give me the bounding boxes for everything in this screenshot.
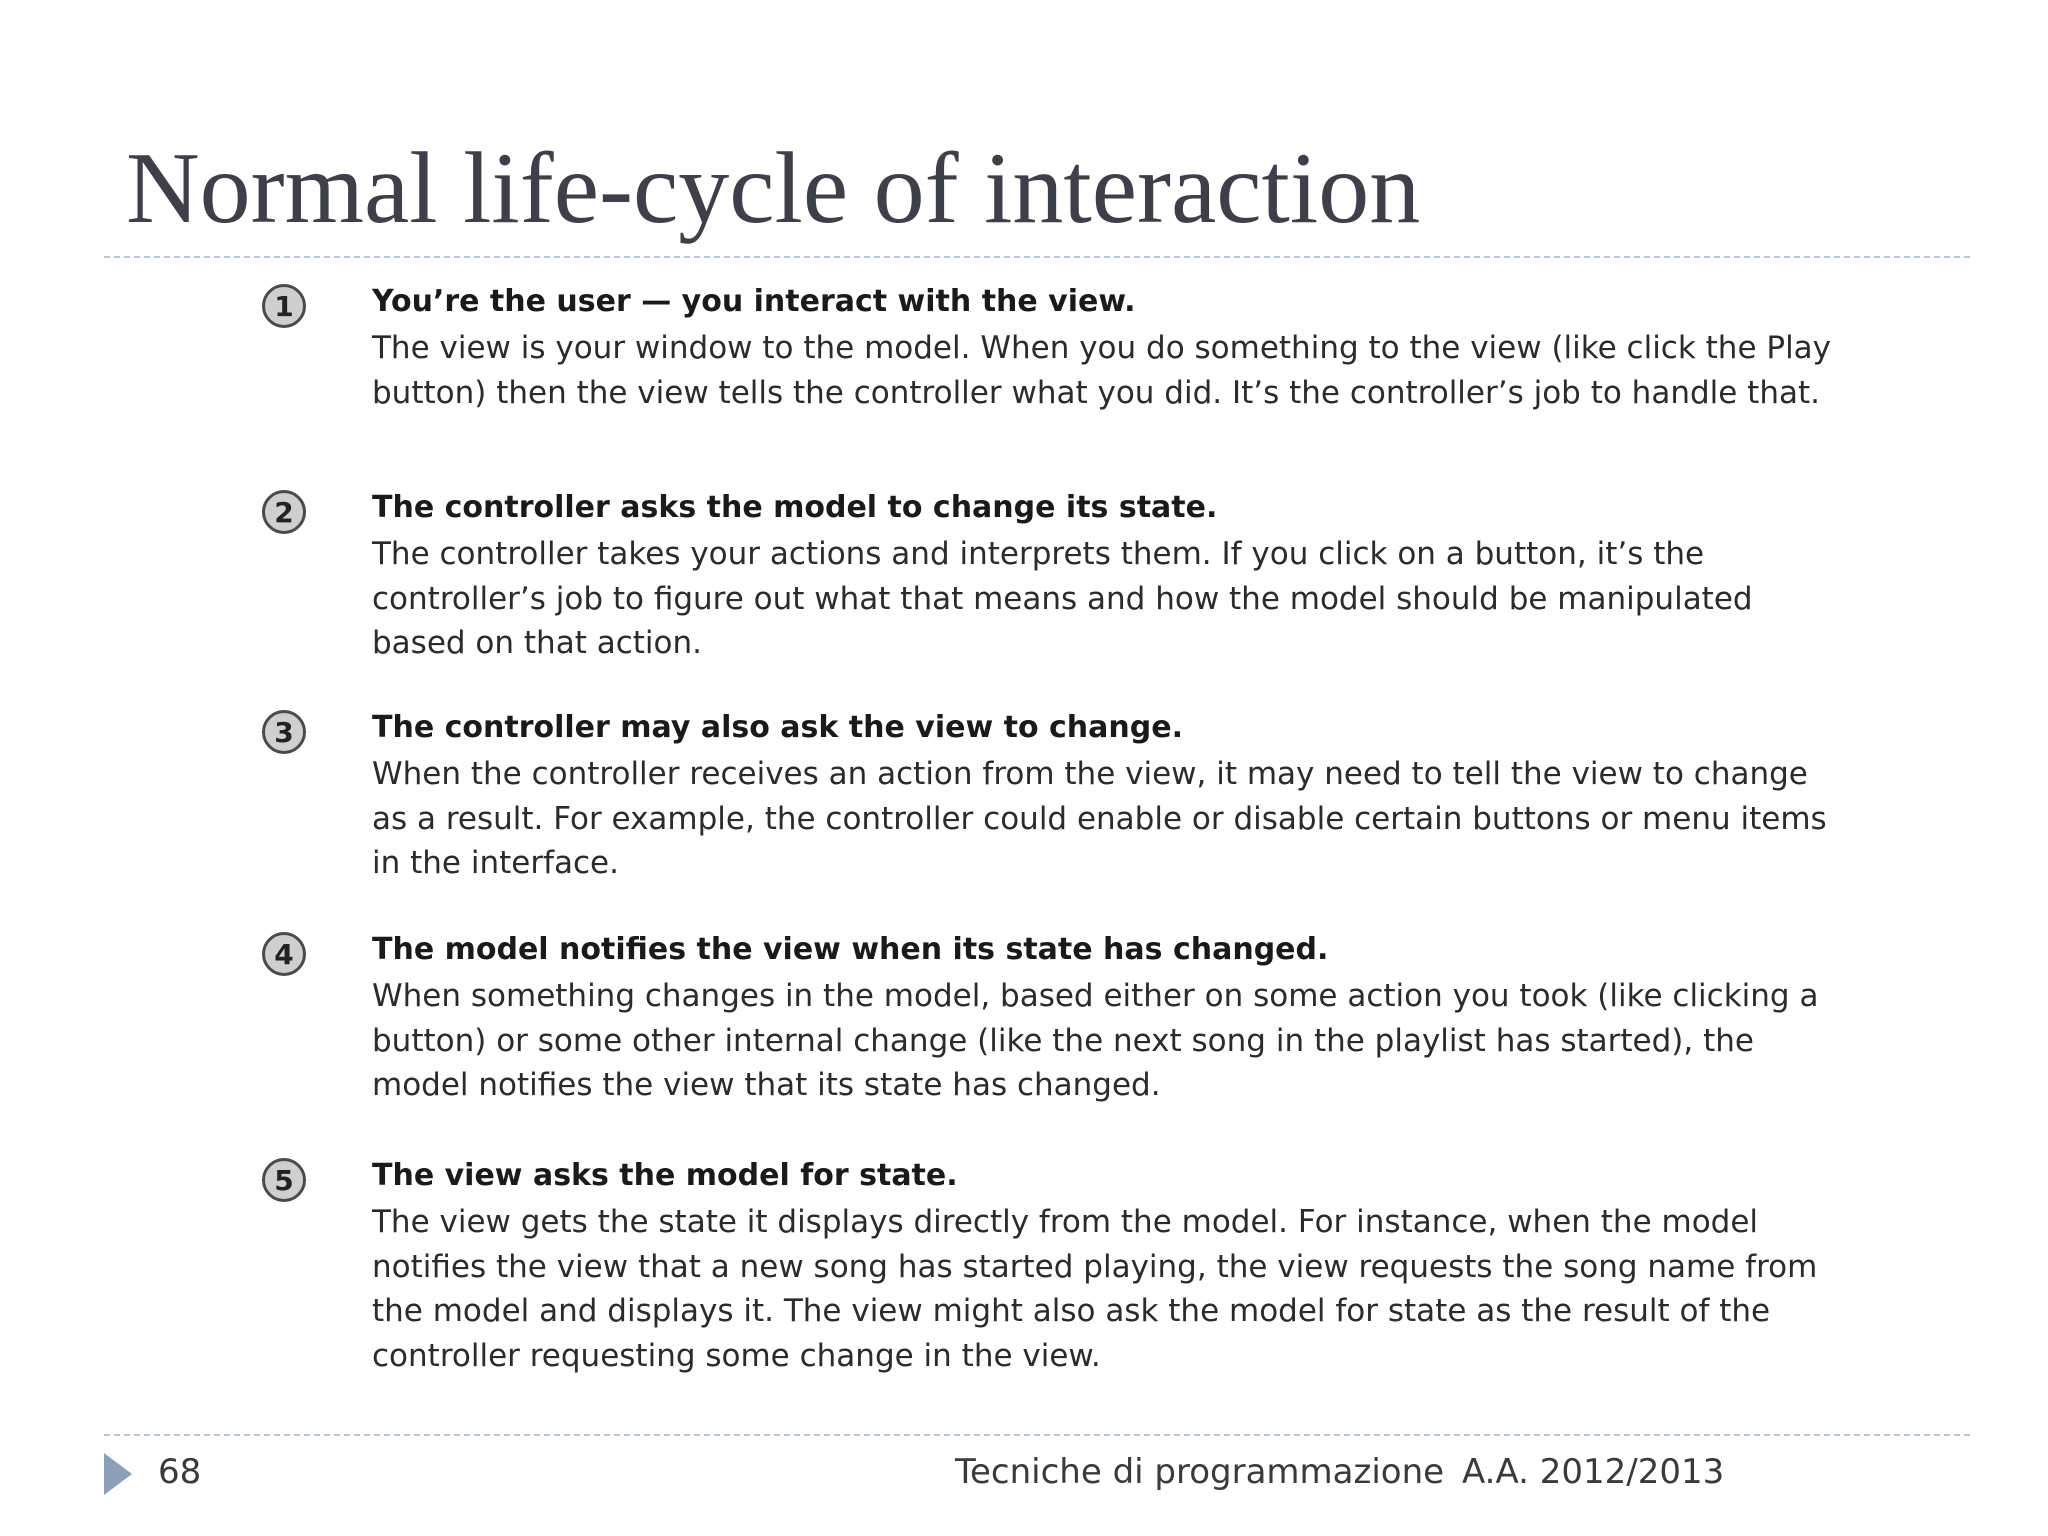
step-heading: The view asks the model for state. <box>372 1158 958 1193</box>
footer-divider <box>104 1434 1970 1436</box>
title-divider <box>104 256 1970 258</box>
academic-year: A.A. 2012/2013 <box>1462 1452 1725 1492</box>
step-body: When something changes in the model, based either on some action you took (like clicking a button) or some other internal change (like the next song in the playlist has started), the model notifies the view that its state has changed. <box>372 978 1819 1103</box>
step-body: The view gets the state it displays directly from the model. For instance, when the model notifies the view that a new song has started playing, the view requests the song name from the model and displays it. The view might also ask the model for state as the result of the controller requesting some change in the view. <box>372 1204 1818 1374</box>
triangle-right-icon <box>104 1453 132 1495</box>
step-body: The controller takes your actions and interprets them. If you click on a button, it’s the controller’s job to figure out what that means and how the model should be manipulated based on that action. <box>372 536 1753 661</box>
course-name: Tecniche di programmazione <box>955 1452 1445 1492</box>
step-body: The view is your window to the model. When you do something to the view (like click the Play button) then the view tells the controller what you did. It’s the controller’s job to handle that. <box>372 330 1832 411</box>
step-heading: The model notifies the view when its state has changed. <box>372 932 1329 967</box>
step-number-badge: 5 <box>262 1158 306 1202</box>
step-number-badge: 4 <box>262 932 306 976</box>
step-heading: The controller may also ask the view to change. <box>372 710 1183 745</box>
step-number-badge: 2 <box>262 490 306 534</box>
slide-title: Normal life-cycle of interaction <box>126 132 1421 245</box>
step-number-badge: 3 <box>262 710 306 754</box>
step-heading: You’re the user — you interact with the view. <box>372 284 1136 319</box>
page-number: 68 <box>158 1452 202 1492</box>
step-body: When the controller receives an action from the view, it may need to tell the view to change as a result. For example, the controller could enable or disable certain buttons or menu items in the interface. <box>372 756 1827 881</box>
step-number-badge: 1 <box>262 284 306 328</box>
step-heading: The controller asks the model to change its state. <box>372 490 1218 525</box>
